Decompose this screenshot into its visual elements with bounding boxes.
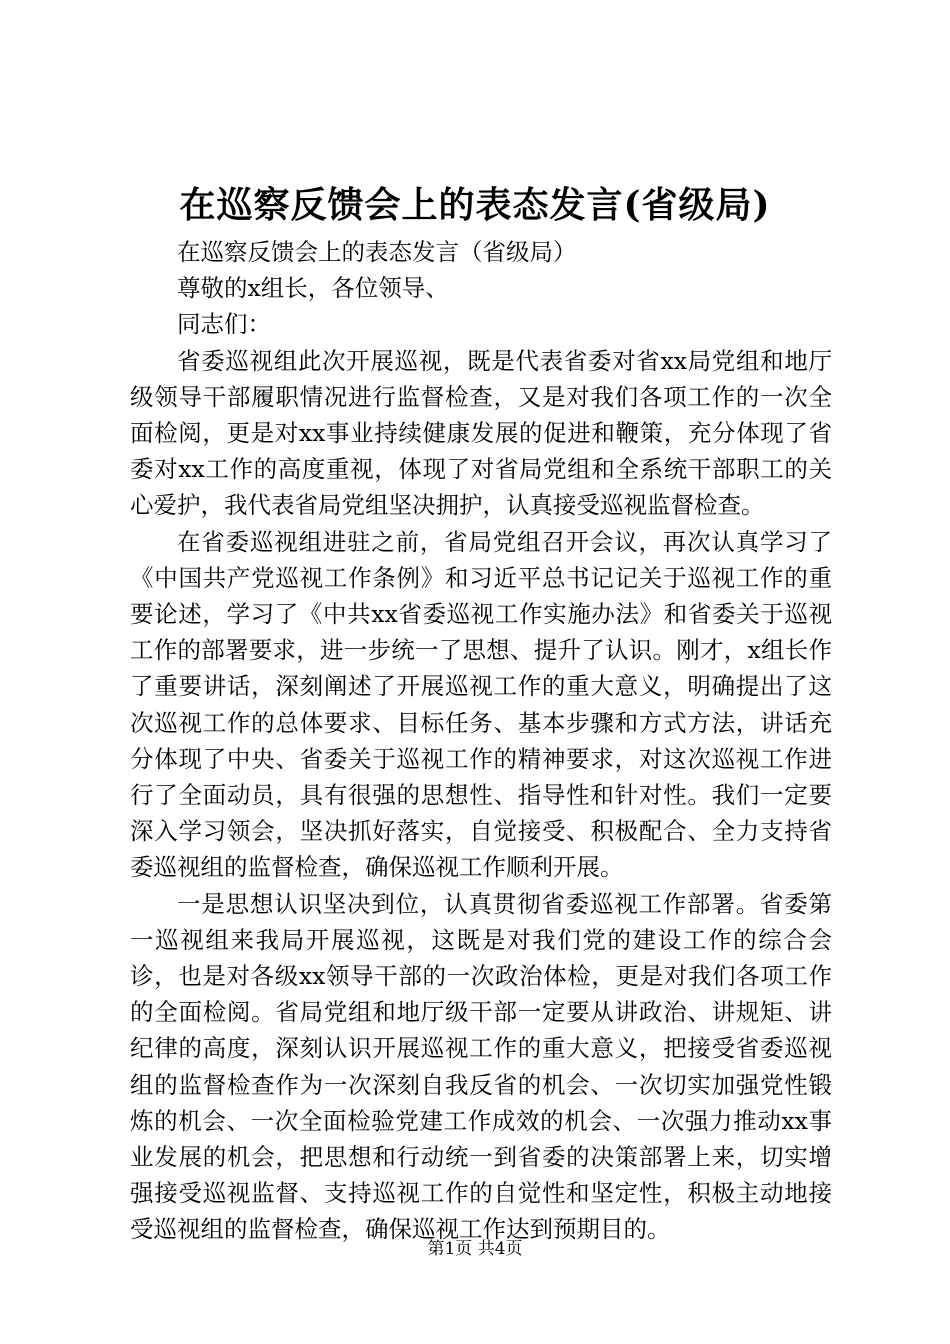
body-paragraph: 省委巡视组此次开展巡视，既是代表省委对省xx局党组和地厅级领导干部履职情况进行监督检查，又是对我们各项工作的一次全面检阅，更是对xx事业持续健康发展的促进和鞭策，充分体现了省委对xx工作的高度重视，体现了对省局党组和全系统干部职工的关心爱护，我代表省局党组坚决拥护，认真接受巡视监督检查。 bbox=[130, 346, 832, 520]
salutation-paragraph: 尊敬的x组长，各位领导、 bbox=[177, 274, 449, 303]
document-title: 在巡察反馈会上的表态发言(省级局) bbox=[179, 184, 771, 226]
salutation-paragraph: 同志们： bbox=[177, 310, 271, 339]
page-number-footer: 第1页 共4页 bbox=[427, 1239, 523, 1259]
subtitle-paragraph: 在巡察反馈会上的表态发言（省级局） bbox=[177, 238, 577, 266]
body-paragraph: 一是思想认识坚决到位，认真贯彻省委巡视工作部署。省委第一巡视组来我局开展巡视，这既是对我们党的建设工作的综合会诊，也是对各级xx领导干部的一次政治体检，更是对我们各项工作的全面检阅。省局党组和地厅级干部一定要从讲政治、讲规矩、讲纪律的高度，深刻认识开展巡视工作的重大意义，把接受省委巡视组的监督检查作为一次深刻自我反省的机会、一次切实加强党性锻炼的机会、一次全面检验党建工作成效的机会、一次强力推动xx事业发展的机会，把思想和行动统一到省委的决策部署上来，切实增强接受巡视监督、支持巡视工作的自觉性和坚定性，积极主动地接受巡视组的监督检查，确保巡视工作达到预期目的。 bbox=[130, 889, 832, 1244]
body-paragraph: 在省委巡视组进驻之前，省局党组召开会议，再次认真学习了《中国共产党巡视工作条例》和习近平总书记记关于巡视工作的重要论述，学习了《中共xx省委巡视工作实施办法》和省委关于巡视工作的部署要求，进一步统一了思想、提升了认识。刚才，x组长作了重要讲话，深刻阐述了开展巡视工作的重大意义，明确提出了这次巡视工作的总体要求、目标任务、基本步骤和方式方法，讲话充分体现了中央、省委关于巡视工作的精神要求，对这次巡视工作进行了全面动员，具有很强的思想性、指导性和针对性。我们一定要深入学习领会，坚决抓好落实，自觉接受、积极配合、全力支持省委巡视组的监督检查，确保巡视工作顺利开展。 bbox=[130, 527, 832, 882]
document-body bbox=[130, 234, 832, 1248]
